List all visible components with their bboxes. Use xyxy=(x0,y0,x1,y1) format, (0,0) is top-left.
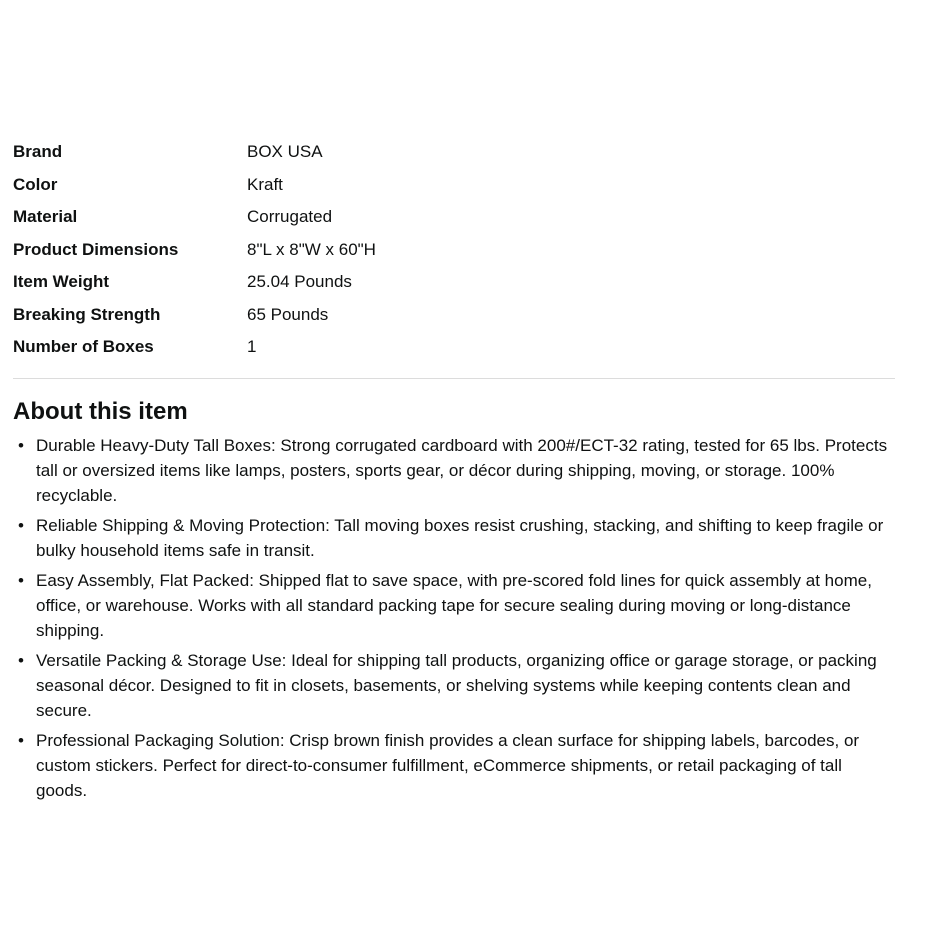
spec-row-dimensions xyxy=(13,234,895,267)
spec-value: 65 Pounds xyxy=(247,304,329,324)
list-item xyxy=(13,728,895,803)
bullet-dot-icon: • xyxy=(18,515,24,535)
spec-key: Color xyxy=(13,174,58,194)
spec-row-weight xyxy=(13,266,895,299)
product-details-section xyxy=(13,136,895,808)
spec-key: Product Dimensions xyxy=(13,239,179,259)
spec-value: 8"L x 8"W x 60"H xyxy=(247,239,376,259)
list-item xyxy=(13,433,895,508)
bullet-text: Versatile Packing & Storage Use: Ideal for shipping tall products, organizing office or garage storage, or packing seasonal décor. Designed to fit in closets, basements, or shelving systems while keeping contents clean and secure. xyxy=(36,650,877,720)
spec-value: 25.04 Pounds xyxy=(247,272,352,292)
section-divider xyxy=(13,378,895,379)
spec-key: Item Weight xyxy=(13,272,110,292)
bullet-text: Easy Assembly, Flat Packed: Shipped flat to save space, with pre-scored fold lines for quick assembly at home, office, or warehouse. Works with all standard packing tape for secure sealing during moving or long-distance shipping. xyxy=(36,570,872,640)
about-this-item-heading: About this item xyxy=(13,397,188,425)
spec-row-brand xyxy=(13,136,895,169)
bullet-text: Professional Packaging Solution: Crisp brown finish provides a clean surface for shipping labels, barcodes, or custom stickers. Perfect for direct-to-consumer fulfillment, eCommerce shipments, or retail packaging of tall goods. xyxy=(36,730,860,800)
spec-value: Corrugated xyxy=(247,207,333,227)
spec-value: BOX USA xyxy=(247,142,323,162)
bullet-dot-icon: • xyxy=(18,435,24,455)
bullet-dot-icon: • xyxy=(18,650,24,670)
about-bullet-list xyxy=(13,433,895,803)
bullet-text: Reliable Shipping & Moving Protection: Tall moving boxes resist crushing, stacking, and shifting to keep fragile or bulky household items safe in transit. xyxy=(36,515,884,560)
bullet-text: Durable Heavy-Duty Tall Boxes: Strong corrugated cardboard with 200#/ECT-32 rating, tested for 65 lbs. Protects tall or oversized items like lamps, posters, sports gear, or décor during shipping, moving, or storage. 100% recyclable. xyxy=(36,435,888,505)
list-item xyxy=(13,568,895,643)
spec-row-breaking-strength xyxy=(13,299,895,332)
product-specs-table xyxy=(13,136,895,364)
spec-row-material xyxy=(13,201,895,234)
bullet-dot-icon: • xyxy=(18,730,24,750)
spec-key: Breaking Strength xyxy=(13,304,161,324)
list-item xyxy=(13,648,895,723)
spec-value: 1 xyxy=(247,337,257,357)
spec-row-number-of-boxes xyxy=(13,331,895,364)
list-item xyxy=(13,513,895,563)
bullet-dot-icon: • xyxy=(18,570,24,590)
spec-key: Material xyxy=(13,207,78,227)
spec-key: Number of Boxes xyxy=(13,337,154,357)
spec-row-color xyxy=(13,169,895,202)
spec-key: Brand xyxy=(13,142,63,162)
spec-value: Kraft xyxy=(247,174,283,194)
